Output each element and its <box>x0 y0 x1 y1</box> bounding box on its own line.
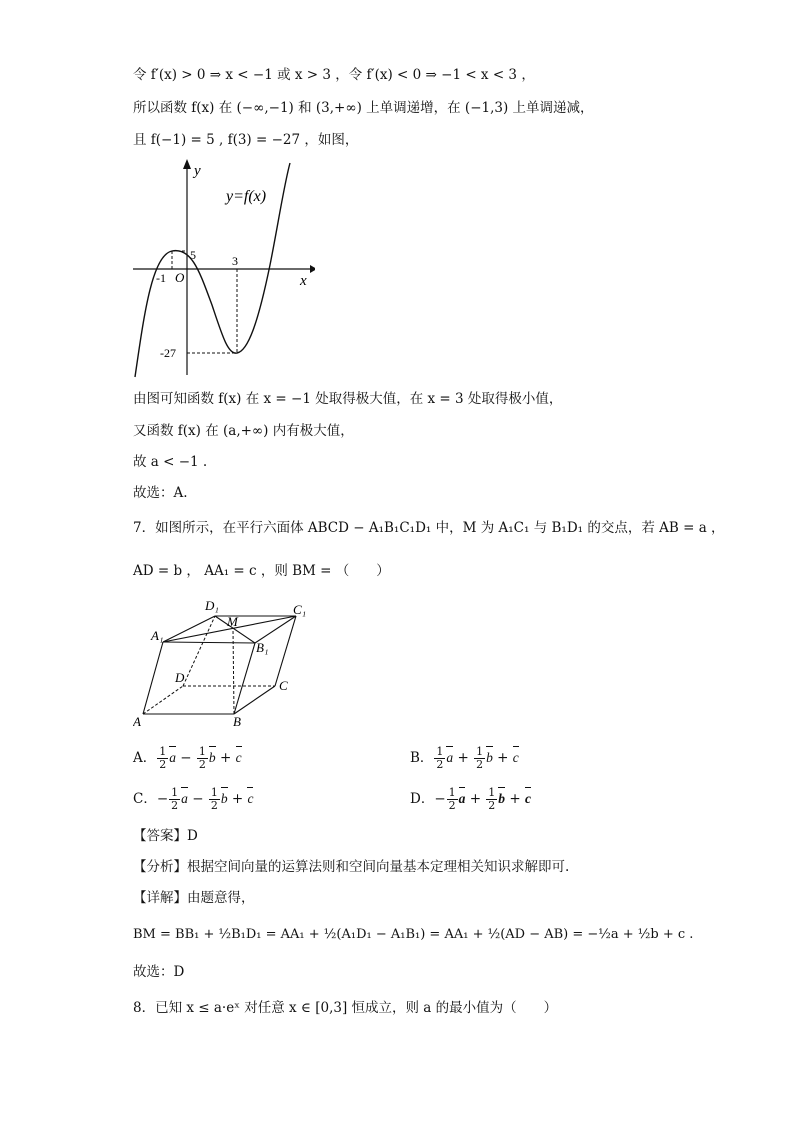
option-B-vec-c: c <box>513 748 519 768</box>
option-D-sign: − <box>434 791 446 807</box>
option-C-label: C． <box>133 791 157 807</box>
text-line-conclusion: 故 a < −1 . <box>133 454 208 470</box>
answer-line: 【答案】D <box>133 828 198 844</box>
option-C-frac1: $\frac{1}{2}$ <box>171 786 179 812</box>
detail-tag: 【详解】 <box>133 890 187 906</box>
question-8-stem: 8．已知 x ≤ a·eˣ 对任意 x ∈ [0,3] 恒成立，则 a 的最小值为（ ） <box>133 1000 558 1016</box>
x-axis-label: x <box>300 273 307 289</box>
analysis-tag: 【分析】 <box>133 859 187 875</box>
option-B-label: B． <box>410 750 434 766</box>
option-C-op3: + <box>231 791 244 807</box>
option-D-frac1: $\frac{1}{2}$ <box>448 786 456 812</box>
option-A-vec-c: c <box>236 748 242 768</box>
vertex-B1: B₁ <box>256 640 269 655</box>
option-B-vec-b: b <box>486 748 493 768</box>
option-D-frac2: $\frac{1}{2}$ <box>488 786 496 812</box>
solution-formula: BM = BB₁ + ½B₁D₁ = AA₁ + ½(A₁D₁ − A₁B₁) = AA₁ + ½(AD − AB) = −½a + ½b + c . <box>133 927 694 942</box>
parallelepiped-figure <box>133 596 318 731</box>
option-A-op2: − <box>180 750 192 766</box>
text-line-choice-a: 故选：A. <box>133 485 188 501</box>
option-A-vec-a: a <box>169 748 176 768</box>
analysis-line <box>133 857 569 877</box>
option-C-vec-b: b <box>221 789 228 809</box>
option-B-frac2: $\frac{1}{2}$ <box>476 745 484 771</box>
vertex-A: A <box>133 714 141 729</box>
y-label-neg-27: -27 <box>160 346 176 360</box>
vertex-C1: C₁ <box>293 602 307 617</box>
option-A-frac1: $\frac{1}{2}$ <box>159 745 167 771</box>
text-line-derivative-sign: 令 f′(x) > 0 ⇒ x < −1 或 x > 3 ，令 f′(x) < 0 ⇒ −1 < x < 3 ， <box>133 67 535 83</box>
option-D-vec-b: b <box>498 789 505 809</box>
vertex-A1: A₁ <box>151 628 164 643</box>
detail-line <box>133 888 255 908</box>
vertex-B: B <box>233 714 241 729</box>
option-C[interactable] <box>133 787 253 812</box>
option-D-op2: + <box>469 791 481 807</box>
function-graph <box>130 155 315 380</box>
option-A-vec-b: b <box>209 748 216 768</box>
option-B[interactable] <box>410 746 519 771</box>
y-axis-arrow <box>183 159 191 169</box>
option-D-label: D． <box>410 791 435 807</box>
option-B-vec-a: a <box>446 748 453 768</box>
option-A-label: A． <box>133 750 157 766</box>
detail-text: 由题意得， <box>187 890 255 906</box>
option-D-op3: + <box>509 791 521 807</box>
origin-label: O <box>175 270 185 285</box>
option-C-sign: − <box>156 791 169 807</box>
option-C-op2: − <box>192 791 204 807</box>
text-line-choice-d: 故选：D <box>133 964 185 980</box>
text-line-extrema: 由图可知函数 f(x) 在 x = −1 处取得极大值，在 x = 3 处取得极小值， <box>133 391 563 407</box>
text-line-values: 且 f(−1) = 5 , f(3) = −27 ，如图， <box>133 132 359 148</box>
curve-f <box>135 163 290 377</box>
vertex-C: C <box>279 678 288 693</box>
function-label: y=f(x) <box>226 188 267 205</box>
option-C-frac2: $\frac{1}{2}$ <box>210 786 218 812</box>
option-C-vec-a: a <box>181 789 188 809</box>
point-M: M <box>227 614 238 629</box>
option-B-frac1: $\frac{1}{2}$ <box>436 745 444 771</box>
y-label-5: 5 <box>190 248 196 262</box>
option-D-vec-c: c <box>525 789 531 809</box>
option-B-op3: + <box>497 750 509 766</box>
vertex-D1: D₁ <box>205 598 219 613</box>
vertex-D: D <box>175 670 185 685</box>
x-axis-arrow <box>310 265 315 273</box>
option-B-op2: + <box>457 750 469 766</box>
x-tick-neg-1: -1 <box>156 271 166 285</box>
option-D-vec-a: a <box>459 789 466 809</box>
x-tick-3: 3 <box>232 254 238 268</box>
text-line-condition: 又函数 f(x) 在 (a,+∞) 内有极大值， <box>133 423 354 439</box>
analysis-text: 根据空间向量的运算法则和空间向量基本定理相关知识求解即可. <box>187 859 570 875</box>
option-D[interactable] <box>410 787 531 812</box>
question-7-stem-line2: AD = b ， AA₁ = c ，则 BM = （ ） <box>133 563 390 579</box>
text-line-monotonicity: 所以函数 f(x) 在 (−∞,−1) 和 (3,+∞) 上单调递增，在 (−1,3) 上单调递减， <box>133 100 594 116</box>
option-C-vec-c: c <box>247 789 253 809</box>
question-7-stem-line1: 7．如图所示，在平行六面体 ABCD − A₁B₁C₁D₁ 中，M 为 A₁C₁ 与 B₁D₁ 的交点，若 AB = a ， <box>133 520 725 536</box>
option-A-op3: + <box>219 750 232 766</box>
option-A[interactable] <box>133 746 242 771</box>
y-axis-label: y <box>194 163 201 179</box>
option-A-frac2: $\frac{1}{2}$ <box>198 745 206 771</box>
